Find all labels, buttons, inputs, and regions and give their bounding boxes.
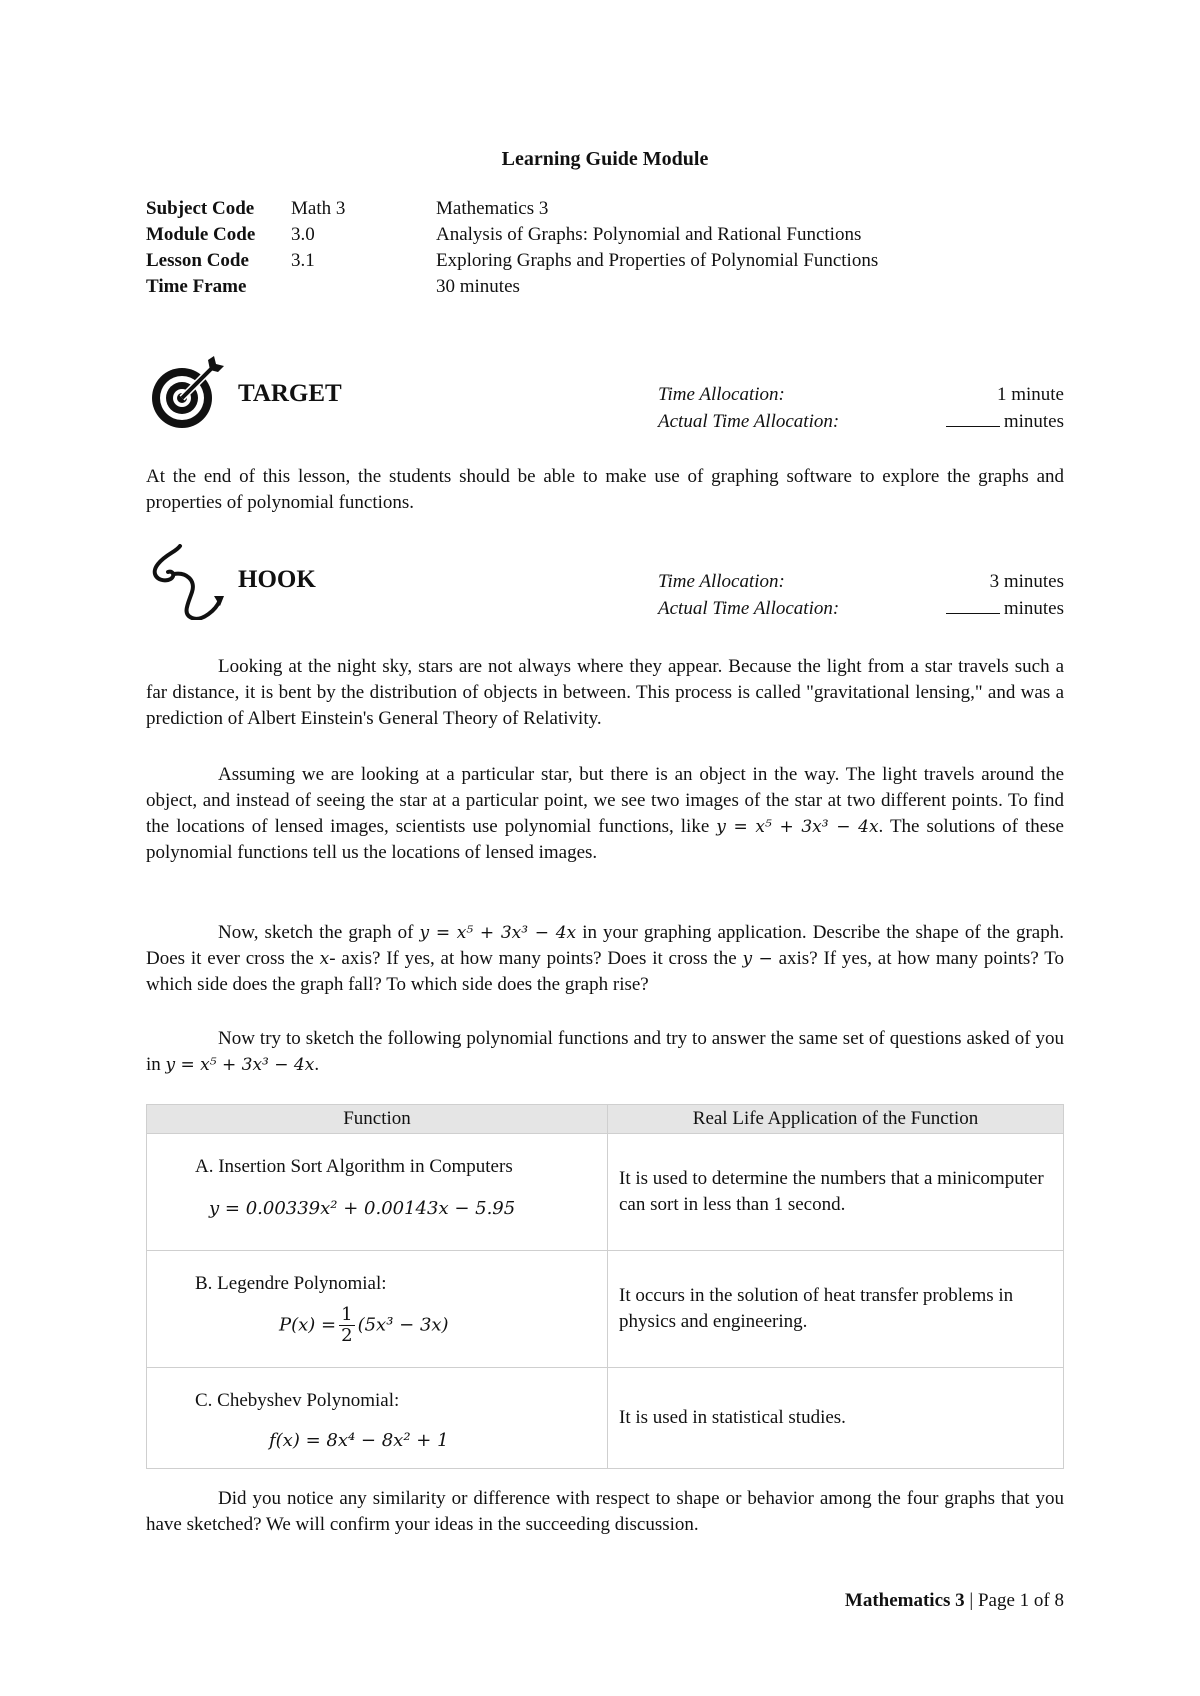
meta-row	[146, 222, 1064, 248]
hook-paragraph-4: Now try to sketch the following polynomial functions and try to answer the same set of questions asked of you in y = x⁵ + 3x³ − 4x.	[146, 1028, 1064, 1075]
hook-heading: HOOK	[238, 566, 316, 593]
meta-label: Time Frame	[146, 276, 247, 297]
column-header: Function	[147, 1105, 608, 1134]
function-equation: y = 0.00339x² + 0.00143x − 5.95	[209, 1198, 516, 1219]
functions-table	[146, 1104, 1064, 1469]
target-time-allocation	[658, 381, 1064, 435]
equation: y = x⁵ + 3x³ − 4x	[419, 923, 577, 943]
target-heading: TARGET	[238, 380, 342, 407]
page-footer: Mathematics 3 | Page 1 of 8	[844, 1590, 1064, 1611]
module-info-table	[146, 196, 1064, 300]
meta-desc: Mathematics 3	[436, 198, 549, 219]
meta-label: Subject Code	[146, 198, 255, 219]
target-text: At the end of this lesson, the students should be able to make use of graphing software to explore the graphs and properties of polynomial functions.	[146, 466, 1064, 513]
meta-row	[146, 196, 1064, 222]
function-equation: P(x) = $\frac{1}{2}$ (5x³ − 3x)	[279, 1304, 449, 1346]
equation: y = x⁵ + 3x³ − 4x	[165, 1055, 315, 1075]
time-allocation-value: 1 minute	[996, 384, 1064, 405]
actual-time-blank[interactable]	[946, 595, 1000, 614]
meta-row	[146, 248, 1064, 274]
actual-time-label: Actual Time Allocation:	[658, 598, 840, 619]
page-number: Page 1 of 8	[977, 1590, 1064, 1611]
hook-section	[146, 544, 1064, 624]
time-allocation-value: 3 minutes	[989, 571, 1064, 592]
function-label: C. Chebyshev Polynomial:	[195, 1390, 400, 1411]
hook-paragraph-3: Now, sketch the graph of y = x⁵ + 3x³ − 4x in your graphing application. Describe the shape of the graph. Does it ever cross the x- axis? If yes, at how many points? Does it cross the y − axis? If yes, at how many points? To which side does the graph fall? To which side does the graph rise?	[146, 922, 1065, 995]
column-header: Real Life Application of the Function	[608, 1105, 1064, 1134]
hook-paragraph-1: Looking at the night sky, stars are not always where they appear. Because the light from a star travels such a far distance, it is bent by the distribution of objects in between. This process is called "gravitational lensing," and was a prediction of Albert Einstein's General Theory of Relativity.	[146, 656, 1064, 729]
function-equation: f(x) = 8x⁴ − 8x² + 1	[269, 1430, 449, 1451]
actual-time-blank[interactable]	[946, 408, 1000, 427]
page-title: Learning Guide Module	[501, 148, 709, 170]
actual-time-unit: minutes	[1003, 598, 1064, 619]
hook-icon	[146, 544, 226, 620]
hook-time-allocation	[658, 568, 1064, 622]
actual-time-unit: minutes	[1003, 411, 1064, 432]
table-row	[147, 1368, 1064, 1469]
actual-time-label: Actual Time Allocation:	[658, 411, 840, 432]
application-cell: It is used to determine the numbers that a minicomputer can sort in less than 1 second.	[608, 1134, 1064, 1251]
target-icon	[146, 356, 226, 432]
meta-code: Math 3	[291, 198, 346, 219]
function-label: A. Insertion Sort Algorithm in Computers	[195, 1156, 513, 1177]
meta-label: Module Code	[146, 224, 256, 245]
table-row	[147, 1134, 1064, 1251]
time-allocation-label: Time Allocation:	[658, 384, 785, 405]
meta-desc: Exploring Graphs and Properties of Polynomial Functions	[436, 250, 879, 271]
meta-label: Lesson Code	[146, 250, 249, 271]
meta-code: 3.0	[291, 224, 315, 245]
meta-desc: Analysis of Graphs: Polynomial and Rational Functions	[436, 224, 862, 245]
meta-desc: 30 minutes	[436, 276, 520, 297]
closing-paragraph: Did you notice any similarity or difference with respect to shape or behavior among the four graphs that you have sketched? We will confirm your ideas in the succeeding discussion.	[146, 1488, 1064, 1535]
meta-code: 3.1	[291, 250, 315, 271]
meta-code	[291, 274, 436, 300]
target-section	[146, 356, 1064, 436]
meta-row	[146, 274, 1064, 300]
footer-subject: Mathematics 3	[844, 1590, 965, 1611]
equation: y = x⁵ + 3x³ − 4x	[716, 817, 879, 837]
table-header-row	[147, 1105, 1064, 1134]
hook-paragraph-2: Assuming we are looking at a particular star, but there is an object in the way. The light travels around the object, and instead of seeing the star at a particular point, we see two images of the star at two different points. To find the locations of lensed images, scientists use polynomial functions, like y = x⁵ + 3x³ − 4x. The solutions of these polynomial functions tell us the locations of lensed images.	[146, 764, 1064, 863]
time-allocation-label: Time Allocation:	[658, 571, 785, 592]
application-cell: It occurs in the solution of heat transfer problems in physics and engineering.	[608, 1251, 1064, 1368]
application-cell: It is used in statistical studies.	[608, 1368, 1064, 1469]
table-row	[147, 1251, 1064, 1368]
function-label: B. Legendre Polynomial:	[195, 1273, 387, 1294]
